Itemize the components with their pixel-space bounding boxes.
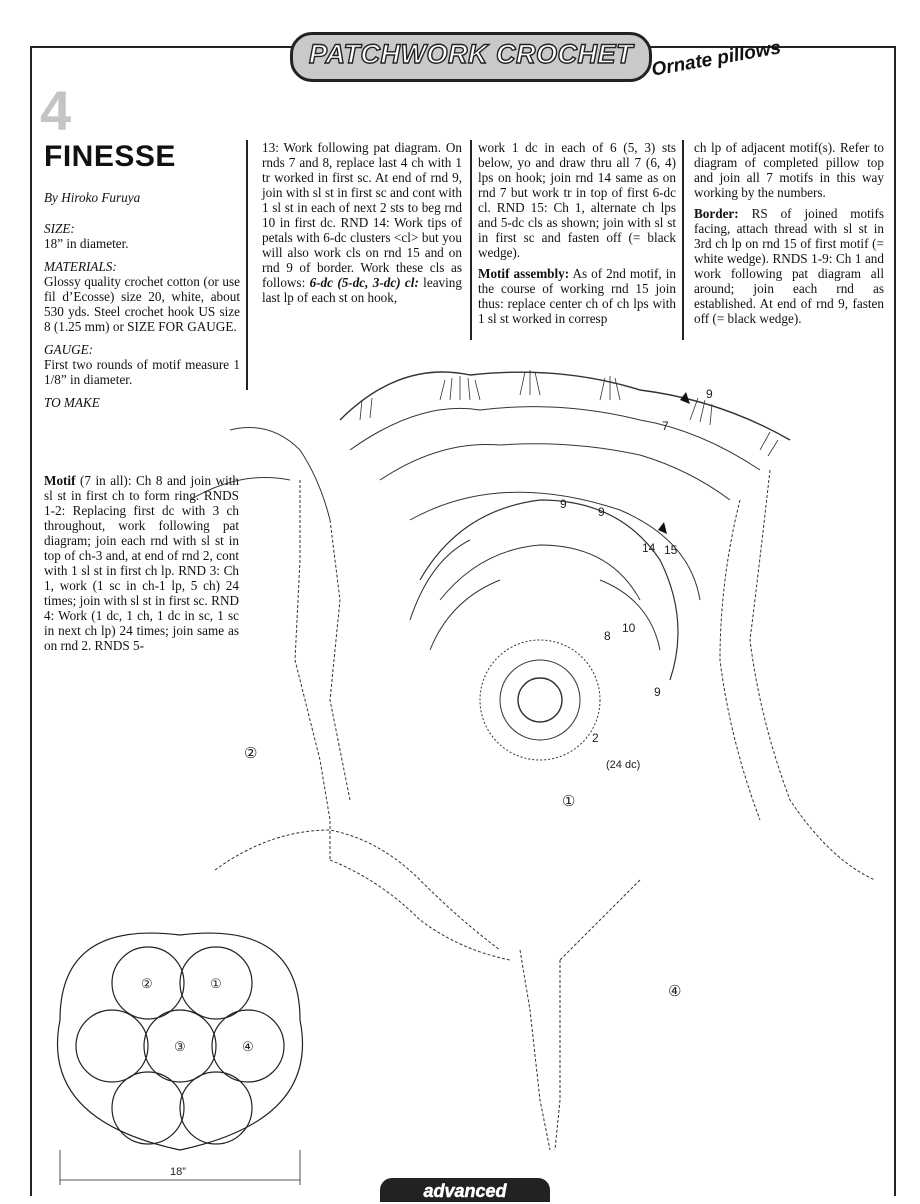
to-make-label: TO MAKE <box>44 395 100 410</box>
assembly-label: ② <box>141 976 153 991</box>
motif-number-4: ④ <box>668 983 682 1000</box>
row-label: 2 <box>592 731 599 745</box>
materials-text: Glossy quality crochet cotton (or use fil d’Ecosse) size 20, white, about 530 yds. Steel crochet hook US size 8 (1.25 mm) or SIZE FOR GAUGE. <box>44 274 240 334</box>
col2-text-a: 13: Work following pat diagram. On rnds 7 and 8, replace last 4 ch with 1 tr worked in first sc. At end of rnd 9, join with sl st in first sc and cont with 1 sl st in each of next 2 sts to beg rnd 10 in first dc. RND 14: Work tips of petals with 6-dc clusters <cl> but you will also work cls on rnd 15 and on rnd 9 of border. Work these cls as follows: <box>262 140 462 290</box>
row-label: 15 <box>664 543 678 557</box>
category-tag: Ornate pillows <box>650 37 783 81</box>
difficulty-badge: advanced <box>380 1178 550 1202</box>
assembly-label: ③ <box>174 1039 186 1054</box>
pattern-title: FINESSE <box>44 140 176 173</box>
motif-text: (7 in all): Ch 8 and join with sl st in first ch to form ring. RNDS 1-2: Replacing first dc with 3 ch throughout, work following pat diagram; join each rnd with sl st in top of ch-3 and, at end of rnd 2, cont with 1 sl st in first ch lp. RND 3: Ch 1, work (1 sc in ch-1 lp, 5 ch) 24 times; join with sl st in first sc. RND 4: Work (1 dc, 1 ch, 1 dc in sc, 1 sc in next ch lp) 24 times; join same as on rnd 2. RNDS 5- <box>44 473 239 653</box>
author: By Hiroko Furuya <box>44 190 141 205</box>
border-label: Border: <box>694 206 739 221</box>
assembly-label: Motif assembly: <box>478 266 570 281</box>
assembly-label: ① <box>210 976 222 991</box>
row-label: 9 <box>560 497 567 511</box>
row-label: 9 <box>654 685 661 699</box>
col2-text-b: leaving last lp of each st on hook, <box>262 275 462 305</box>
pattern-number: 4 <box>40 79 72 142</box>
motif-circle <box>76 1010 148 1082</box>
row-label: 9 <box>598 505 605 519</box>
row-label: 8 <box>604 629 611 643</box>
motif-number-2: ② <box>244 745 258 762</box>
row-label: 14 <box>642 541 656 555</box>
dc-note: (24 dc) <box>606 759 641 771</box>
row-label: 9 <box>706 387 713 401</box>
motif-circle <box>112 1072 184 1144</box>
gauge-text: First two rounds of motif measure 1 1/8” in diameter. <box>44 357 240 387</box>
assembly-label: ④ <box>242 1039 254 1054</box>
banner-title: PATCHWORK CROCHET <box>309 39 633 69</box>
assembly-text: As of 2nd motif, in the course of working rnd 15 join thus: replace center ch of ch lps with 1 sl st worked in corresp <box>478 266 676 326</box>
border-text: RS of joined motifs facing, attach thread with sl st in 3rd ch lp on rnd 15 of first motif (= white wedge). RNDS 1-9: Ch 1 and work following pat diagram all around; join each rnd as established. At end of rnd 9, fasten off (= black wedge). <box>694 206 884 326</box>
size-text: 18” in diameter. <box>44 236 129 251</box>
materials-label: MATERIALS: <box>44 259 117 274</box>
size-label: SIZE: <box>44 221 75 236</box>
gauge-label: GAUGE: <box>44 342 94 357</box>
motif-label: Motif <box>44 473 76 488</box>
col3-text: work 1 dc in each of 6 (5, 3) sts below, yo and draw thru all 7 (6, 4) lps on hook; join rnd 14 same as on rnd 7 but work tr in top of first 6-dc cl. RND 15: Ch 1, alternate ch lps and 5-dc cls as shown; join with sl st in first sc and fasten off (= black wedge). <box>478 140 676 260</box>
cluster-note: 6-dc (5-dc, 3-dc) cl: <box>309 275 419 290</box>
col4-text: ch lp of adjacent motif(s). Refer to diagram of completed pillow top and join all 7 motifs in this way working by the numbers. <box>694 140 884 200</box>
row-label: 7 <box>662 419 669 433</box>
motif-number-1: ① <box>562 793 576 810</box>
motif-circle <box>180 1072 252 1144</box>
row-label: 10 <box>622 621 636 635</box>
dimension-label: 18” <box>170 1166 186 1178</box>
